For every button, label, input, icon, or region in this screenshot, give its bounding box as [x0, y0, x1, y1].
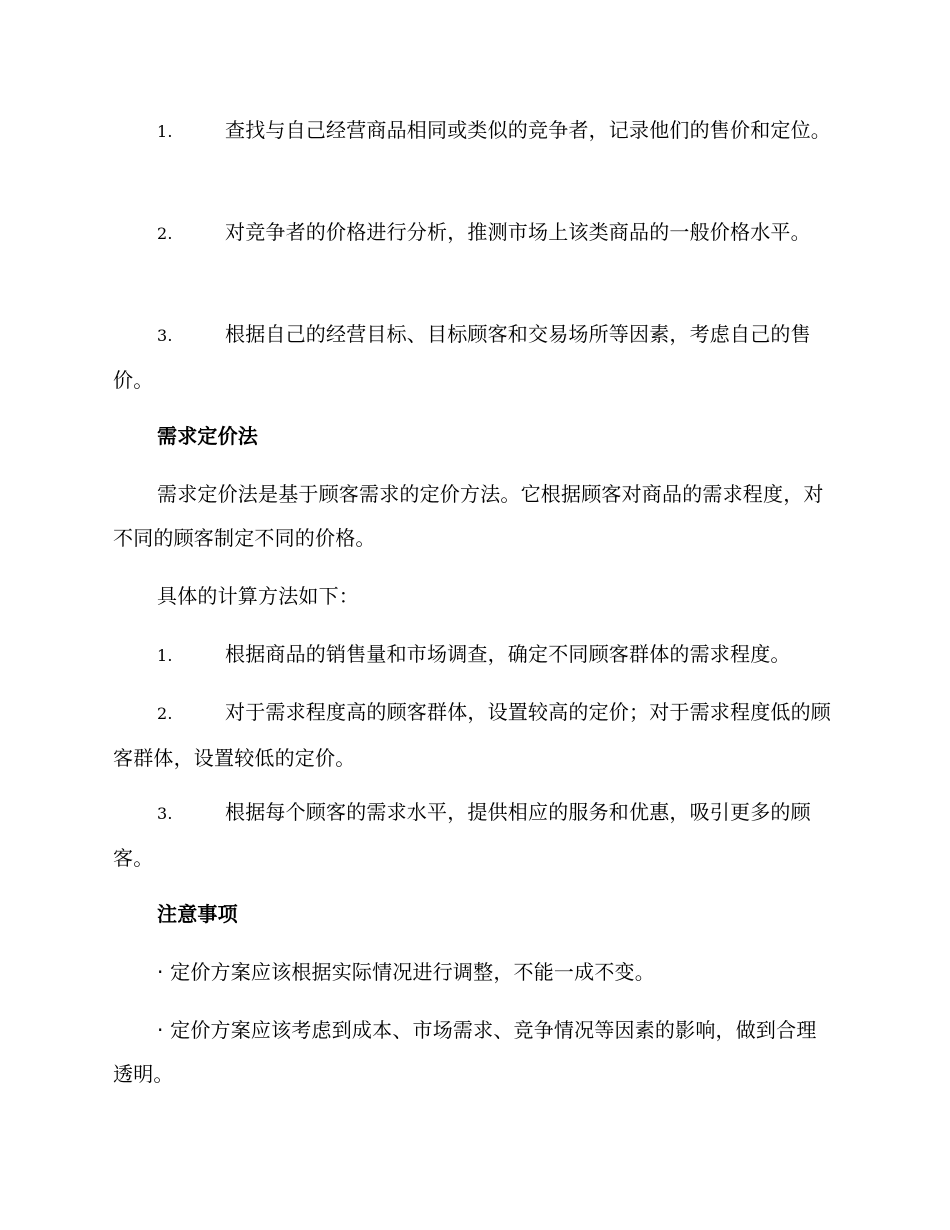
list-item	[113, 108, 833, 154]
list-item	[113, 632, 833, 678]
list-number: 1.	[157, 646, 173, 665]
list-item-text: 根据自己的经营目标、目标顾客和交易场所等因素，考虑自己的售价。	[113, 322, 811, 392]
method-label: 具体的计算方法如下：	[157, 584, 359, 608]
bullet-item: · 定价方案应该考虑到成本、市场需求、竞争情况等因素的影响，做到合理透明。	[113, 1018, 817, 1086]
list-item	[113, 790, 833, 880]
list-item-text: 对竞争者的价格进行分析，推测市场上该类商品的一般价格水平。	[225, 220, 811, 244]
list-number: 3.	[157, 326, 173, 345]
list-item-text: 对于需求程度高的顾客群体，设置较高的定价；对于需求程度低的顾客群体，设置较低的定价。	[113, 700, 831, 770]
bullet-item: · 定价方案应该根据实际情况进行调整，不能一成不变。	[157, 960, 655, 984]
list-number: 3.	[157, 804, 173, 823]
section-heading: 注意事项	[157, 902, 238, 926]
list-item	[113, 210, 833, 256]
list-item	[113, 690, 833, 780]
list-item	[113, 312, 833, 402]
list-number: 2.	[157, 224, 173, 243]
list-item-text: 查找与自己经营商品相同或类似的竞争者，记录他们的售价和定位。	[225, 118, 831, 142]
list-number: 1.	[157, 122, 173, 141]
intro-paragraph: 需求定价法是基于顾客需求的定价方法。它根据顾客对商品的需求程度，对不同的顾客制定不同的价格。	[113, 482, 824, 550]
list-item-text: 根据商品的销售量和市场调查，确定不同顾客群体的需求程度。	[225, 642, 791, 666]
list-item-text: 根据每个顾客的需求水平，提供相应的服务和优惠，吸引更多的顾客。	[113, 800, 811, 870]
list-number: 2.	[157, 704, 173, 723]
section-heading: 需求定价法	[157, 424, 258, 448]
